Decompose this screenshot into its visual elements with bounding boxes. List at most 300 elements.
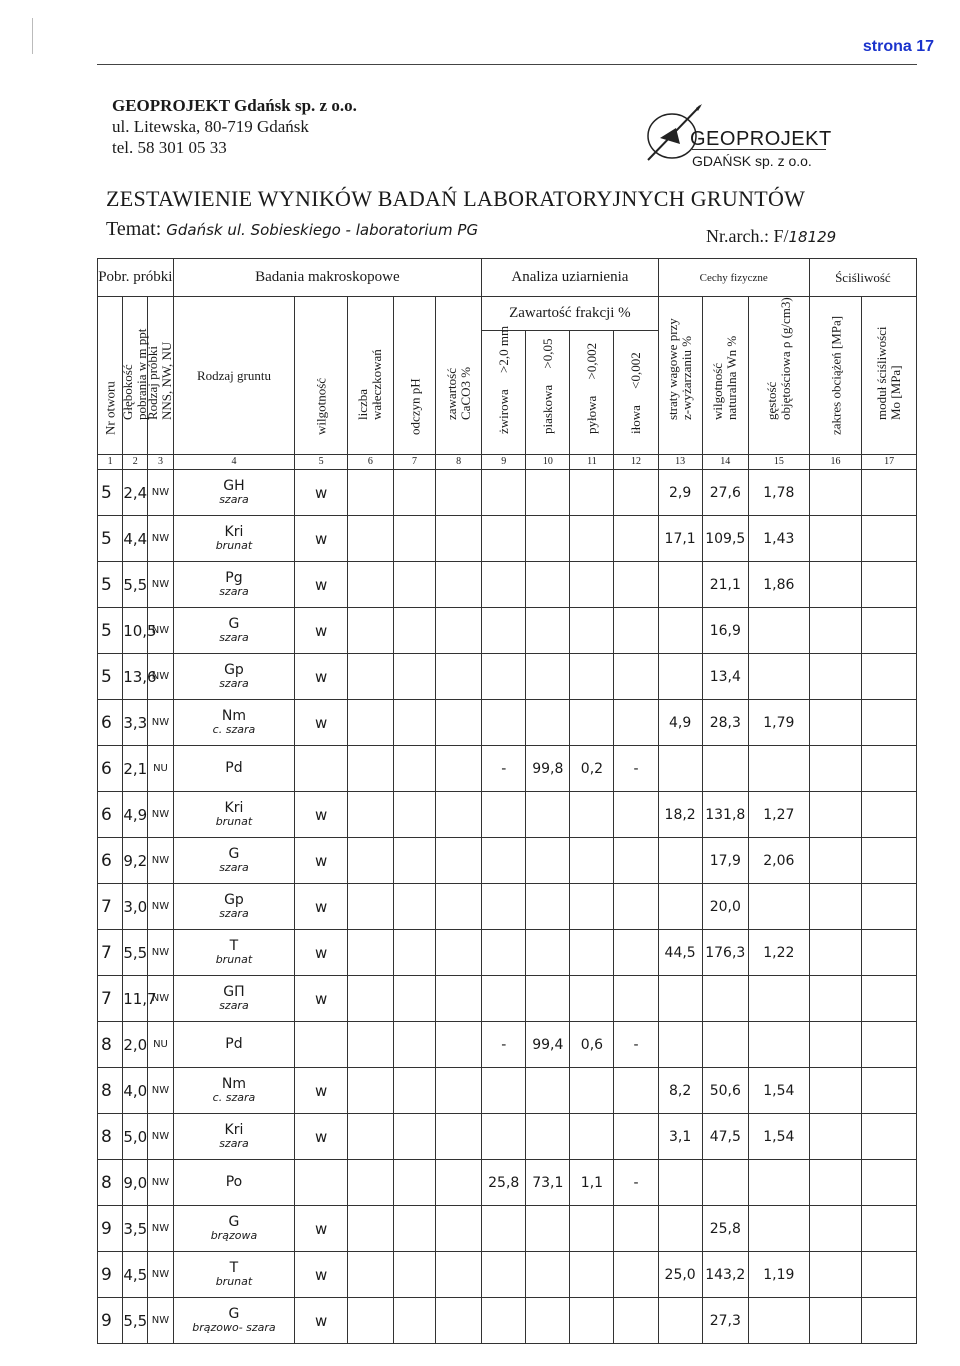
cell-empty	[809, 470, 861, 516]
cell-nr: 9	[98, 1206, 123, 1252]
table-row	[98, 792, 917, 838]
group-fractions: Zawartość frakcji %	[482, 297, 658, 331]
cell-sand	[526, 654, 570, 700]
cell-loss	[658, 1298, 702, 1344]
table-row	[98, 516, 917, 562]
cell-wet: w	[295, 1114, 347, 1160]
column-number: 15	[748, 455, 809, 470]
cell-wn: 21,1	[702, 562, 748, 608]
cell-wn: 27,6	[702, 470, 748, 516]
cell-empty	[862, 654, 917, 700]
column-number: 12	[614, 455, 658, 470]
column-number: 8	[436, 455, 482, 470]
cell-empty	[394, 1206, 436, 1252]
cell-empty	[347, 1160, 393, 1206]
cell-nr: 5	[98, 608, 123, 654]
cell-clay	[614, 1206, 658, 1252]
cell-empty	[862, 930, 917, 976]
cell-empty	[394, 1022, 436, 1068]
cell-sand	[526, 976, 570, 1022]
cell-soil	[173, 516, 295, 562]
cell-silt	[570, 470, 614, 516]
cell-loss: 4,9	[658, 700, 702, 746]
soil-code: G	[228, 1305, 240, 1322]
cell-rho	[748, 976, 809, 1022]
cell-wn: 143,2	[702, 1252, 748, 1298]
col-caco3: zawartość CaCO3 %	[436, 297, 482, 455]
cell-soil	[173, 470, 295, 516]
column-number: 5	[295, 455, 347, 470]
cell-empty	[809, 1298, 861, 1344]
column-number: 9	[482, 455, 526, 470]
cell-type: NU	[148, 1022, 173, 1068]
cell-loss: 17,1	[658, 516, 702, 562]
col-gravel: żwirowa >2,0 mm	[482, 331, 526, 455]
soil-description: szara	[219, 860, 249, 874]
soil-description: c. szara	[212, 722, 256, 736]
cell-clay	[614, 700, 658, 746]
cell-empty	[347, 838, 393, 884]
soil-description: c. szara	[212, 1090, 256, 1104]
cell-gravel	[482, 792, 526, 838]
logo-name: GEOPROJEKT	[690, 128, 832, 150]
cell-empty	[809, 608, 861, 654]
cell-depth: 5,5	[123, 1298, 148, 1344]
cell-loss: 44,5	[658, 930, 702, 976]
cell-type: NW	[148, 1252, 173, 1298]
cell-depth: 2,1	[123, 746, 148, 792]
table-row	[98, 930, 917, 976]
cell-type: NU	[148, 746, 173, 792]
column-number: 1	[98, 455, 123, 470]
subject-label: Temat:	[106, 218, 162, 240]
column-number: 10	[526, 455, 570, 470]
cell-wn	[702, 976, 748, 1022]
table-row	[98, 976, 917, 1022]
col-sand: piaskowa >0,05	[526, 331, 570, 455]
cell-rho: 1,43	[748, 516, 809, 562]
cell-gravel: 25,8	[482, 1160, 526, 1206]
soil-code: Gp	[224, 891, 244, 908]
cell-empty	[436, 562, 482, 608]
cell-empty	[809, 838, 861, 884]
cell-empty	[436, 1298, 482, 1344]
soil-code: Nm	[221, 707, 247, 724]
cell-loss	[658, 1160, 702, 1206]
cell-rho	[748, 884, 809, 930]
cell-wn: 47,5	[702, 1114, 748, 1160]
column-number: 7	[394, 455, 436, 470]
cell-empty	[809, 1022, 861, 1068]
cell-empty	[809, 1114, 861, 1160]
cell-nr: 9	[98, 1252, 123, 1298]
subject-value: Gdańsk ul. Sobieskiego - laboratorium PG	[166, 221, 479, 239]
cell-empty	[809, 562, 861, 608]
cell-wet: w	[295, 516, 347, 562]
cell-type: NW	[148, 470, 173, 516]
cell-empty	[862, 1206, 917, 1252]
archive-number	[706, 226, 836, 247]
soil-code: G	[228, 615, 240, 632]
cell-type: NW	[148, 562, 173, 608]
column-number: 3	[148, 455, 173, 470]
cell-type: NW	[148, 608, 173, 654]
report-title: ZESTAWIENIE WYNIKÓW BADAŃ LABORATORYJNYCH GRUNTÓW	[106, 186, 806, 211]
cell-empty	[394, 838, 436, 884]
cell-wet: w	[295, 608, 347, 654]
cell-nr: 7	[98, 930, 123, 976]
cell-gravel: -	[482, 1022, 526, 1068]
cell-soil	[173, 1068, 295, 1114]
soil-description: brunat	[215, 952, 253, 966]
cell-silt	[570, 654, 614, 700]
cell-empty	[347, 1298, 393, 1344]
cell-clay	[614, 516, 658, 562]
col-silt: pyłowa >0,002	[570, 331, 614, 455]
column-number: 16	[809, 455, 861, 470]
cell-rho	[748, 1298, 809, 1344]
cell-clay	[614, 654, 658, 700]
cell-type: NW	[148, 976, 173, 1022]
cell-gravel	[482, 470, 526, 516]
cell-empty	[436, 1022, 482, 1068]
cell-type: NW	[148, 1114, 173, 1160]
cell-depth: 11,7	[123, 976, 148, 1022]
cell-wn: 28,3	[702, 700, 748, 746]
cell-gravel	[482, 1298, 526, 1344]
subject-row	[106, 218, 478, 241]
soil-description: szara	[219, 630, 249, 644]
cell-wet: w	[295, 976, 347, 1022]
cell-silt: 0,2	[570, 746, 614, 792]
cell-wet: w	[295, 470, 347, 516]
soil-description: brunat	[215, 1274, 253, 1288]
table-row	[98, 1068, 917, 1114]
column-number: 6	[347, 455, 393, 470]
cell-empty	[347, 746, 393, 792]
cell-depth: 5,5	[123, 562, 148, 608]
cell-empty	[809, 930, 861, 976]
soil-description: szara	[219, 1136, 249, 1150]
cell-nr: 8	[98, 1114, 123, 1160]
cell-depth: 4,9	[123, 792, 148, 838]
col-load-range: zakres obciążeń [MPa]	[809, 297, 861, 455]
table-body	[98, 470, 917, 1344]
cell-sand	[526, 516, 570, 562]
cell-clay: -	[614, 1160, 658, 1206]
cell-wet: w	[295, 654, 347, 700]
cell-clay	[614, 976, 658, 1022]
cell-empty	[394, 1068, 436, 1114]
cell-sand	[526, 930, 570, 976]
cell-soil	[173, 884, 295, 930]
soil-code: Po	[225, 1174, 243, 1190]
cell-wn: 20,0	[702, 884, 748, 930]
cell-empty	[862, 792, 917, 838]
cell-empty	[436, 1114, 482, 1160]
cell-empty	[809, 516, 861, 562]
cell-depth: 4,0	[123, 1068, 148, 1114]
cell-rho	[748, 746, 809, 792]
cell-sand	[526, 838, 570, 884]
cell-empty	[347, 654, 393, 700]
cell-depth: 10,5	[123, 608, 148, 654]
cell-clay	[614, 930, 658, 976]
cell-soil	[173, 746, 295, 792]
col-ph: odczyn pH	[394, 297, 436, 455]
cell-silt	[570, 838, 614, 884]
cell-gravel	[482, 608, 526, 654]
cell-empty	[862, 700, 917, 746]
cell-loss: 8,2	[658, 1068, 702, 1114]
soil-code: Kri	[224, 799, 244, 816]
cell-rho: 2,06	[748, 838, 809, 884]
soil-code: G	[228, 845, 240, 862]
cell-soil	[173, 700, 295, 746]
cell-depth: 3,5	[123, 1206, 148, 1252]
table-row	[98, 1022, 917, 1068]
cell-sand	[526, 1252, 570, 1298]
soil-description: brązowo- szara	[192, 1320, 276, 1334]
soil-code: T	[229, 937, 239, 954]
cell-silt	[570, 608, 614, 654]
cell-wn: 17,9	[702, 838, 748, 884]
soil-code: T	[229, 1259, 239, 1276]
cell-gravel	[482, 930, 526, 976]
table-row	[98, 1252, 917, 1298]
cell-loss: 18,2	[658, 792, 702, 838]
soil-code: Pd	[225, 760, 243, 776]
cell-loss	[658, 838, 702, 884]
cell-empty	[862, 470, 917, 516]
cell-sand	[526, 562, 570, 608]
cell-nr: 7	[98, 976, 123, 1022]
cell-empty	[862, 976, 917, 1022]
cell-nr: 5	[98, 562, 123, 608]
cell-empty	[862, 1160, 917, 1206]
table-row	[98, 838, 917, 884]
soil-description: brązowa	[210, 1228, 258, 1242]
cell-silt	[570, 1298, 614, 1344]
cell-nr: 8	[98, 1022, 123, 1068]
cell-nr: 6	[98, 838, 123, 884]
cell-empty	[862, 1114, 917, 1160]
table-row	[98, 470, 917, 516]
cell-empty	[394, 746, 436, 792]
archive-value: 18129	[788, 228, 837, 246]
cell-silt: 0,6	[570, 1022, 614, 1068]
cell-depth: 13,6	[123, 654, 148, 700]
column-number: 4	[173, 455, 295, 470]
soil-description: brunat	[215, 814, 253, 828]
cell-empty	[436, 930, 482, 976]
cell-wn: 176,3	[702, 930, 748, 976]
cell-empty	[394, 1160, 436, 1206]
cell-clay	[614, 1252, 658, 1298]
group-physical: Cechy fizyczne	[658, 259, 809, 297]
cell-empty	[347, 1068, 393, 1114]
cell-empty	[394, 1252, 436, 1298]
cell-clay	[614, 1114, 658, 1160]
group-grain: Analiza uziarnienia	[482, 259, 658, 297]
cell-empty	[809, 654, 861, 700]
table-row	[98, 562, 917, 608]
cell-wn: 109,5	[702, 516, 748, 562]
cell-silt	[570, 930, 614, 976]
cell-depth: 5,0	[123, 1114, 148, 1160]
column-number: 11	[570, 455, 614, 470]
cell-soil	[173, 1160, 295, 1206]
col-roll-count: liczba wałeczkowań	[347, 297, 393, 455]
cell-empty	[862, 746, 917, 792]
cell-silt	[570, 562, 614, 608]
cell-sand	[526, 608, 570, 654]
cell-depth: 4,5	[123, 1252, 148, 1298]
cell-nr: 6	[98, 746, 123, 792]
table-row	[98, 1160, 917, 1206]
cell-empty	[862, 884, 917, 930]
cell-rho	[748, 1160, 809, 1206]
cell-soil	[173, 1252, 295, 1298]
cell-empty	[809, 1160, 861, 1206]
cell-wn	[702, 746, 748, 792]
cell-gravel	[482, 516, 526, 562]
cell-empty	[809, 1206, 861, 1252]
cell-loss	[658, 884, 702, 930]
cell-gravel	[482, 654, 526, 700]
cell-silt	[570, 1206, 614, 1252]
cell-empty	[436, 746, 482, 792]
table-row	[98, 608, 917, 654]
cell-empty	[436, 792, 482, 838]
soil-code: Kri	[224, 523, 244, 540]
cell-rho: 1,54	[748, 1068, 809, 1114]
column-number: 2	[123, 455, 148, 470]
cell-sand	[526, 1206, 570, 1252]
cell-nr: 5	[98, 654, 123, 700]
cell-sand	[526, 884, 570, 930]
table-row	[98, 654, 917, 700]
cell-depth: 2,0	[123, 1022, 148, 1068]
cell-nr: 5	[98, 516, 123, 562]
cell-empty	[347, 930, 393, 976]
cell-sand: 73,1	[526, 1160, 570, 1206]
cell-wn: 25,8	[702, 1206, 748, 1252]
cell-empty	[862, 562, 917, 608]
soil-code: Pd	[225, 1036, 243, 1052]
cell-soil	[173, 1022, 295, 1068]
cell-wn	[702, 1022, 748, 1068]
cell-loss	[658, 654, 702, 700]
cell-clay	[614, 470, 658, 516]
cell-empty	[394, 516, 436, 562]
cell-empty	[436, 1160, 482, 1206]
logo-subtitle: GDAŃSK sp. z o.o.	[692, 153, 812, 169]
cell-wet: w	[295, 1206, 347, 1252]
soil-code: G	[228, 1213, 240, 1230]
cell-empty	[347, 884, 393, 930]
soil-description: szara	[219, 676, 249, 690]
cell-soil	[173, 792, 295, 838]
cell-depth: 3,0	[123, 884, 148, 930]
cell-depth: 3,3	[123, 700, 148, 746]
company-block	[112, 95, 357, 158]
cell-empty	[809, 746, 861, 792]
cell-type: NW	[148, 654, 173, 700]
table-row	[98, 1114, 917, 1160]
col-bulk-density: gęstość objętościowa ρ (g/cm3)	[748, 297, 809, 455]
group-compress: Ściśliwość	[809, 259, 916, 297]
col-modulus: moduł ściśliwości Mo [MPa]	[862, 297, 917, 455]
table-row	[98, 700, 917, 746]
cell-wet: w	[295, 792, 347, 838]
cell-empty	[809, 700, 861, 746]
cell-empty	[394, 470, 436, 516]
soil-description: brunat	[215, 538, 253, 552]
cell-rho: 1,22	[748, 930, 809, 976]
column-number: 17	[862, 455, 917, 470]
cell-clay	[614, 1298, 658, 1344]
cell-loss	[658, 562, 702, 608]
cell-empty	[347, 976, 393, 1022]
cell-empty	[809, 792, 861, 838]
results-table	[97, 258, 917, 1344]
cell-empty	[862, 1252, 917, 1298]
cell-empty	[394, 700, 436, 746]
cell-wet: w	[295, 1068, 347, 1114]
cell-rho: 1,78	[748, 470, 809, 516]
cell-empty	[436, 470, 482, 516]
cell-nr: 6	[98, 700, 123, 746]
cell-depth: 2,4	[123, 470, 148, 516]
cell-empty	[436, 608, 482, 654]
cell-loss	[658, 608, 702, 654]
soil-code: GH	[223, 477, 245, 494]
archive-label: Nr.arch.: F/	[706, 226, 789, 246]
cell-empty	[436, 884, 482, 930]
cell-empty	[862, 608, 917, 654]
cell-depth: 5,5	[123, 930, 148, 976]
cell-empty	[436, 516, 482, 562]
cell-soil	[173, 608, 295, 654]
cell-gravel	[482, 562, 526, 608]
cell-clay	[614, 838, 658, 884]
cell-empty	[862, 1298, 917, 1344]
cell-empty	[436, 1068, 482, 1114]
cell-gravel	[482, 1206, 526, 1252]
cell-loss: 25,0	[658, 1252, 702, 1298]
cell-sand: 99,8	[526, 746, 570, 792]
cell-empty	[394, 1114, 436, 1160]
cell-empty	[394, 930, 436, 976]
col-depth: Głębokość pobrania w m ppt	[123, 297, 148, 455]
cell-rho	[748, 1206, 809, 1252]
cell-rho: 1,54	[748, 1114, 809, 1160]
cell-empty	[436, 976, 482, 1022]
cell-wet: w	[295, 884, 347, 930]
cell-empty	[347, 700, 393, 746]
soil-code: Pg	[225, 569, 243, 586]
cell-empty	[862, 838, 917, 884]
col-clay: iłowa <0,002	[614, 331, 658, 455]
cell-wn: 50,6	[702, 1068, 748, 1114]
cell-gravel	[482, 700, 526, 746]
cell-empty	[862, 1022, 917, 1068]
cell-type: NW	[148, 1298, 173, 1344]
cell-sand	[526, 792, 570, 838]
soil-code: Nm	[221, 1075, 247, 1092]
cell-empty	[394, 562, 436, 608]
